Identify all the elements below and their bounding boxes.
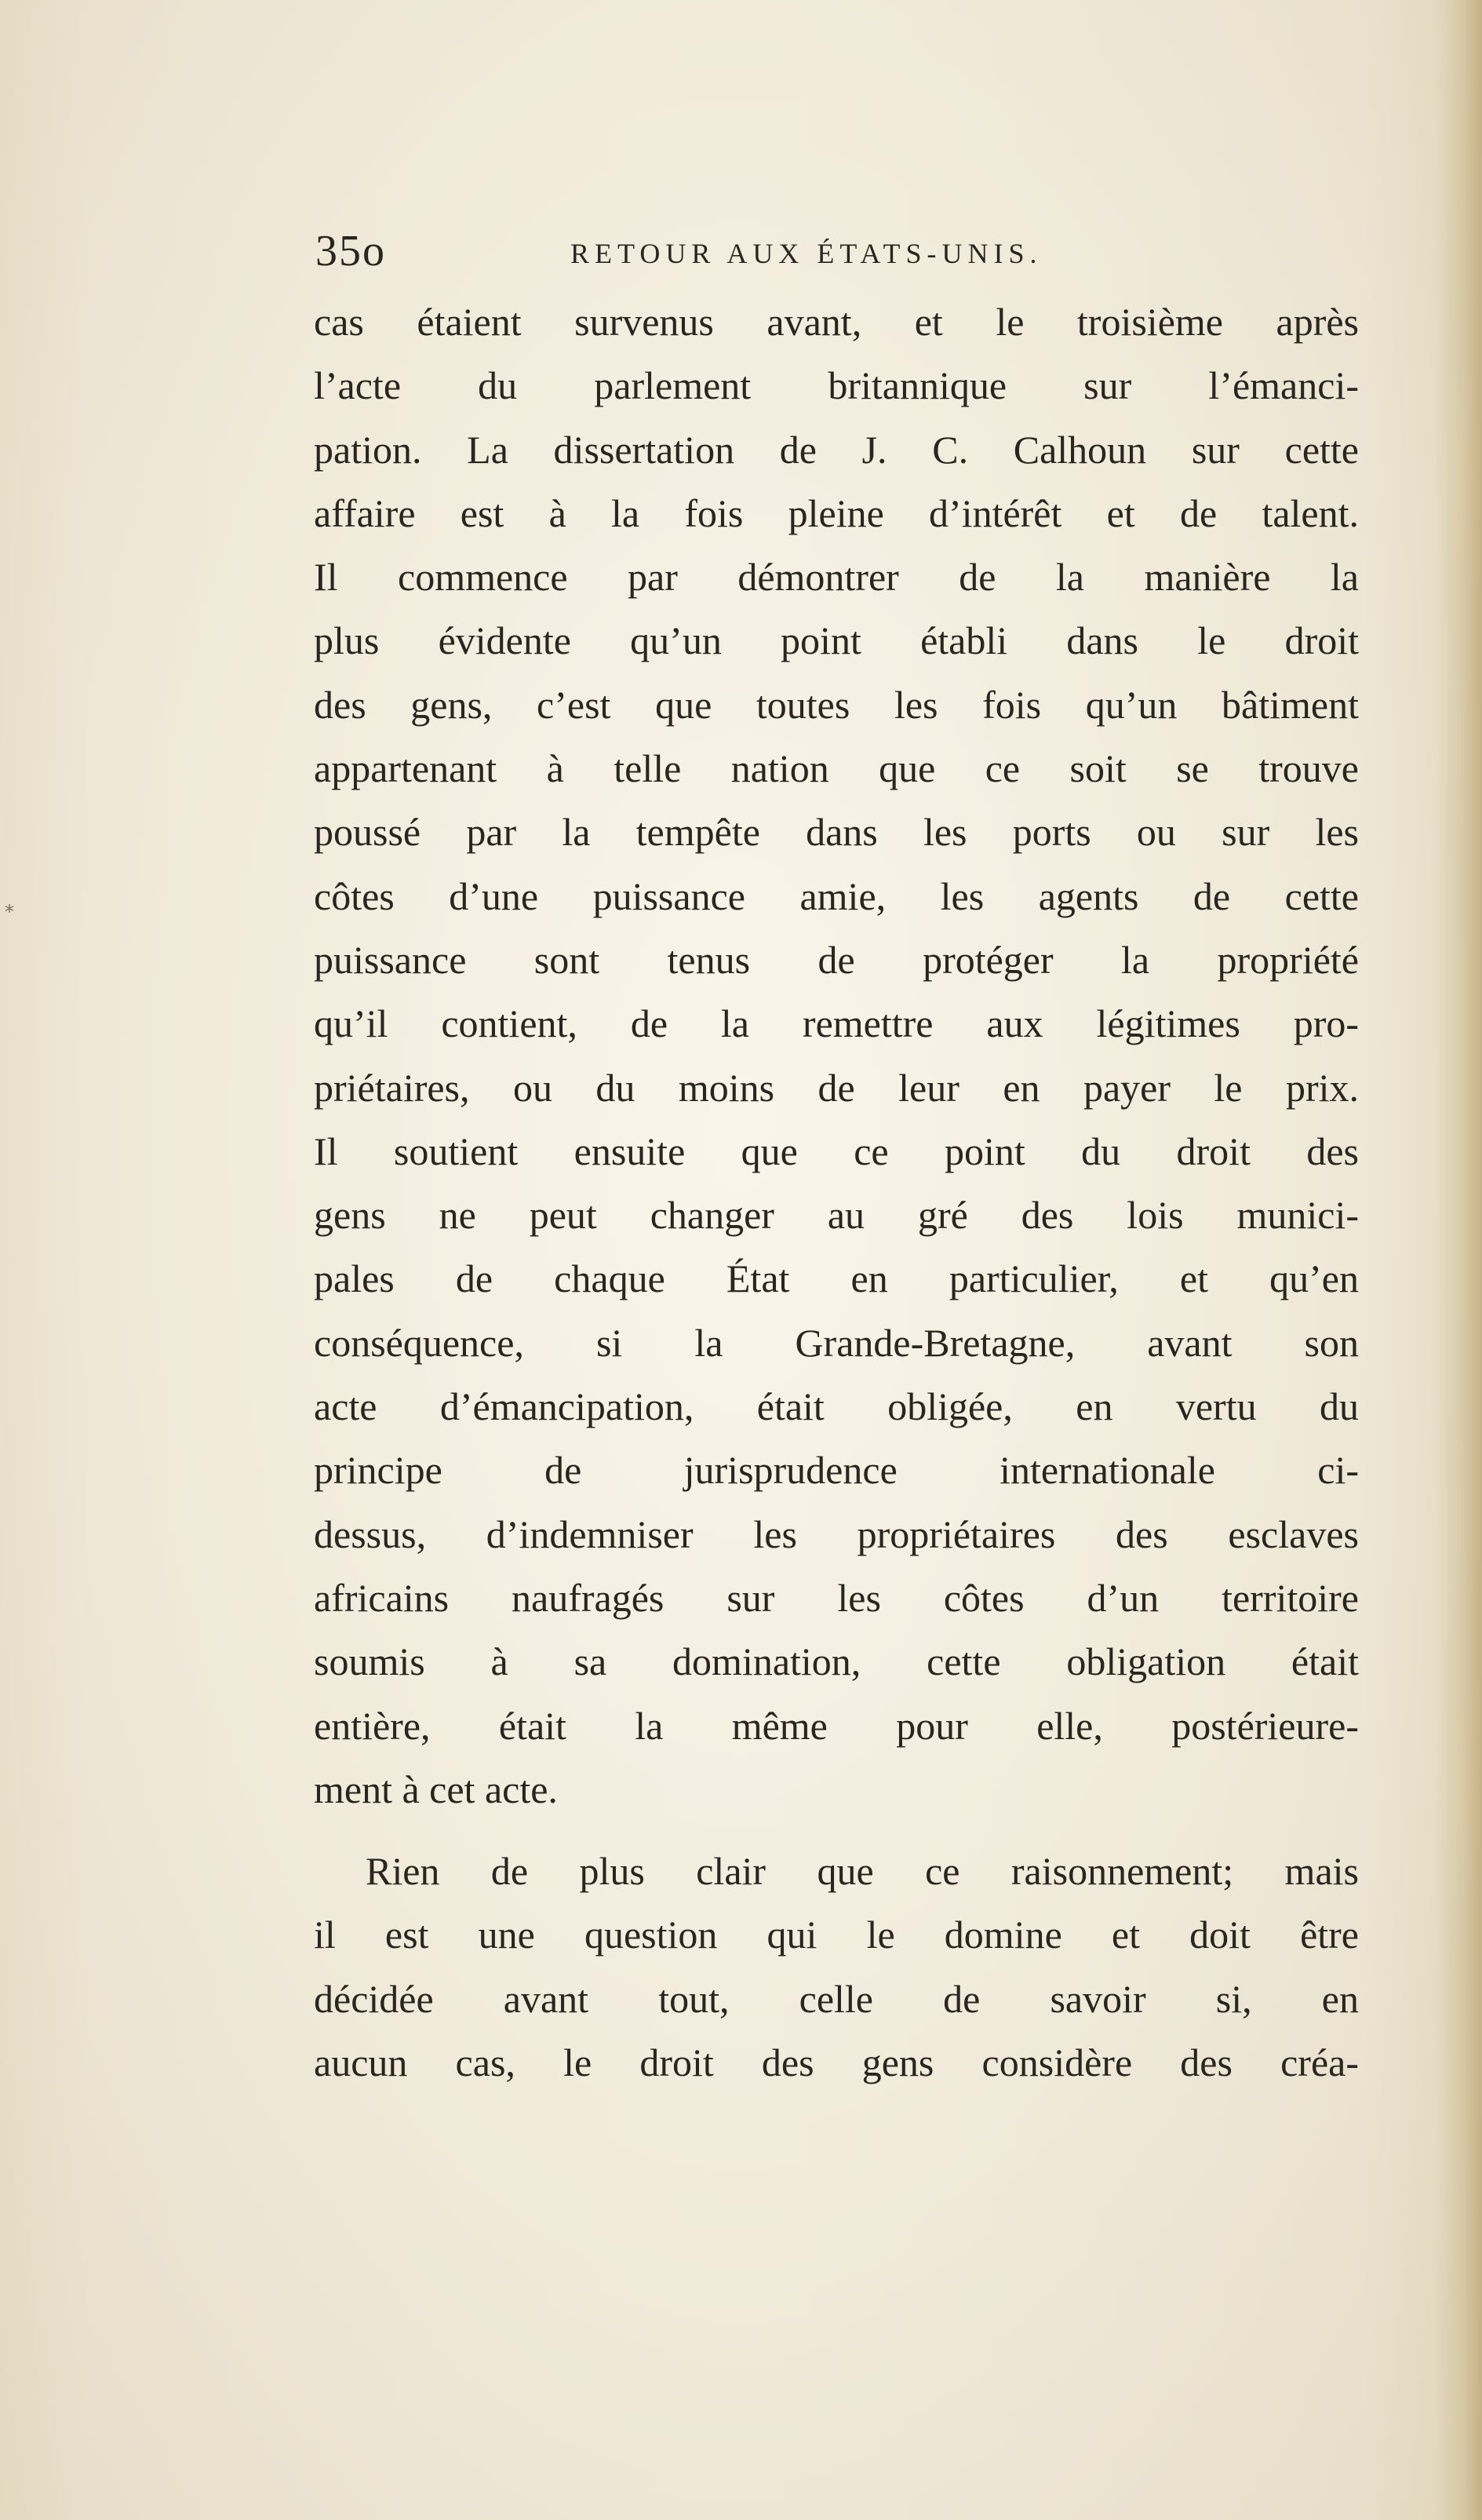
- text-line: ment à cet acte.: [314, 1767, 558, 1811]
- page-edge-shadow: [1435, 0, 1482, 2520]
- text-line: cas étaient survenus avant, et le troisième après: [314, 300, 1359, 344]
- text-line: acte d’émancipation, était obligée, en vertu du: [314, 1384, 1359, 1429]
- text-line: pation. La dissertation de J. C. Calhoun sur cette: [314, 427, 1359, 472]
- text-line: aucun cas, le droit des gens considère des créa-: [314, 2040, 1359, 2085]
- text-line: dessus, d’indemniser les propriétaires des esclaves: [314, 1512, 1359, 1556]
- text-line: priétaires, ou du moins de leur en payer le prix.: [314, 1065, 1359, 1110]
- text-line: plus évidente qu’un point établi dans le droit: [314, 618, 1359, 663]
- body-text: [314, 290, 1359, 2095]
- text-line: l’acte du parlement britannique sur l’émanci-: [314, 363, 1359, 408]
- text-line: principe de jurisprudence internationale ci-: [314, 1448, 1359, 1493]
- text-line: poussé par la tempête dans les ports ou sur les: [314, 810, 1359, 855]
- text-line: affaire est à la fois pleine d’intérêt et de talent.: [314, 491, 1359, 535]
- paragraph-2: [314, 1840, 1359, 2095]
- text-line: africains naufragés sur les côtes d’un territoire: [314, 1575, 1359, 1620]
- text-line: des gens, c’est que toutes les fois qu’un bâtiment: [314, 682, 1359, 727]
- text-line: côtes d’une puissance amie, les agents de cette: [314, 873, 1359, 918]
- text-line: pales de chaque État en particulier, et qu’en: [314, 1256, 1359, 1301]
- text-line: il est une question qui le domine et doit être: [314, 1913, 1359, 1957]
- text-line: décidée avant tout, celle de savoir si, en: [314, 1976, 1359, 2021]
- text-line: puissance sont tenus de protéger la propriété: [314, 937, 1359, 982]
- running-head: RETOUR AUX ÉTATS-UNIS.: [570, 238, 1043, 269]
- text-line: entière, était la même pour elle, postérieure-: [314, 1703, 1359, 1748]
- text-line: qu’il contient, de la remettre aux légitimes pro-: [314, 1001, 1359, 1046]
- page-number: 35o: [315, 227, 386, 275]
- text-line: gens ne peut changer au gré des lois munici-: [314, 1193, 1359, 1238]
- text-line: appartenant à telle nation que ce soit se trouve: [314, 746, 1359, 791]
- paragraph-gap: [314, 1822, 1359, 1840]
- text-line: Rien de plus clair que ce raisonnement; mais: [366, 1849, 1359, 1894]
- text-line: Il soutient ensuite que ce point du droit des: [314, 1129, 1359, 1173]
- margin-mark: *: [5, 901, 14, 923]
- paragraph-1: [314, 290, 1359, 1822]
- text-line: conséquence, si la Grande-Bretagne, avant son: [314, 1320, 1359, 1365]
- page-header: [315, 226, 1359, 281]
- text-line: soumis à sa domination, cette obligation était: [314, 1639, 1359, 1684]
- text-line: Il commence par démontrer de la manière la: [314, 555, 1359, 600]
